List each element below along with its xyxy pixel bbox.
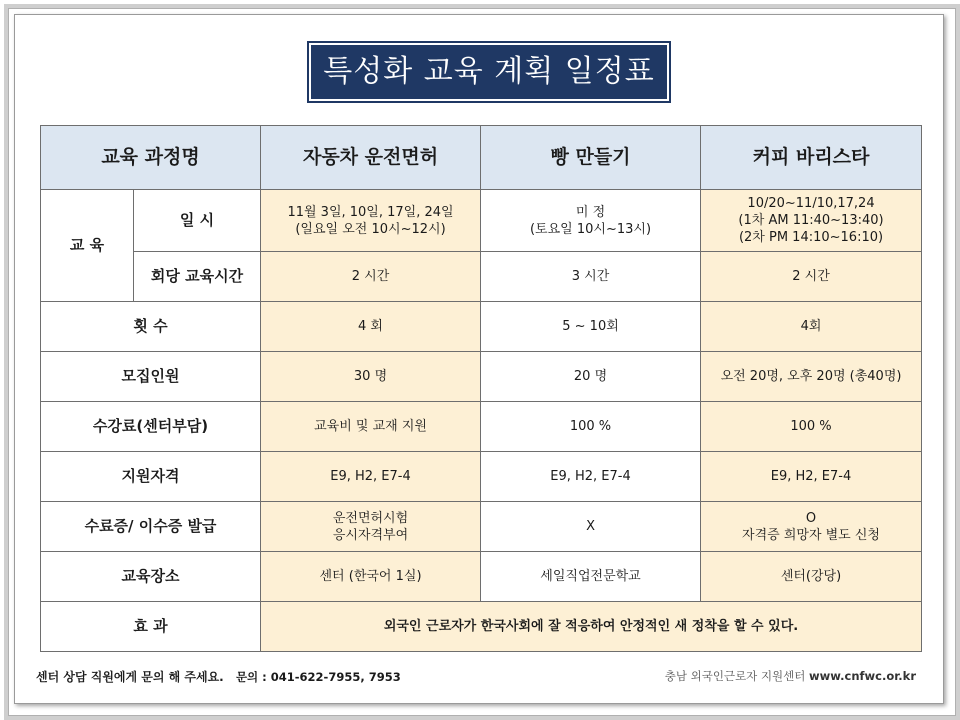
- certificate-baking: X: [481, 502, 701, 552]
- fee-label: 수강료(센터부담): [41, 402, 261, 452]
- table-row: [41, 452, 922, 502]
- schedule-barista: 10/20~11/10,17,24 (1차 AM 11:40~13:40) (2차 PM 14:10~16:10): [701, 190, 922, 252]
- course-header-baking: 빵 만들기: [481, 126, 701, 190]
- recruit-driving: 30 명: [261, 352, 481, 402]
- table-row: [41, 552, 922, 602]
- recruit-barista: 오전 20명, 오후 20명 (총40명): [701, 352, 922, 402]
- count-baking: 5 ~ 10회: [481, 302, 701, 352]
- table-row: [41, 352, 922, 402]
- schedule-label: 일 시: [134, 190, 261, 252]
- schedule-table: [40, 125, 922, 652]
- certificate-label: 수료증/ 이수증 발급: [41, 502, 261, 552]
- schedule-baking: 미 정 (토요일 10시~13시): [481, 190, 701, 252]
- session-hours-label: 회당 교육시간: [134, 252, 261, 302]
- header-row: [41, 126, 922, 190]
- session-hours-baking: 3 시간: [481, 252, 701, 302]
- course-name-header: 교육 과정명: [41, 126, 261, 190]
- session-hours-driving: 2 시간: [261, 252, 481, 302]
- table-row: [41, 302, 922, 352]
- fee-driving: 교육비 및 교재 지원: [261, 402, 481, 452]
- footer-org-name: 충남 외국인근로자 지원센터: [664, 669, 806, 683]
- schedule-driving: 11월 3일, 10일, 17일, 24일 (일요일 오전 10시~12시): [261, 190, 481, 252]
- course-header-driving: 자동차 운전면허: [261, 126, 481, 190]
- fee-barista: 100 %: [701, 402, 922, 452]
- recruit-label: 모집인원: [41, 352, 261, 402]
- footer-url[interactable]: www.cnfwc.or.kr: [809, 669, 916, 683]
- eligibility-driving: E9, H2, E7-4: [261, 452, 481, 502]
- eligibility-barista: E9, H2, E7-4: [701, 452, 922, 502]
- fee-baking: 100 %: [481, 402, 701, 452]
- education-group-label: 교 육: [41, 190, 134, 302]
- certificate-driving: 운전면허시험 응시자격부여: [261, 502, 481, 552]
- location-barista: 센터(강당): [701, 552, 922, 602]
- footer-phone: 문의 : 041-622-7955, 7953: [235, 670, 401, 684]
- eligibility-label: 지원자격: [41, 452, 261, 502]
- certificate-barista: O 자격증 희망자 별도 신청: [701, 502, 922, 552]
- location-label: 교육장소: [41, 552, 261, 602]
- recruit-baking: 20 명: [481, 352, 701, 402]
- location-driving: 센터 (한국어 1실): [261, 552, 481, 602]
- course-header-barista: 커피 바리스타: [701, 126, 922, 190]
- footer-org: [665, 668, 916, 684]
- table-row: [41, 602, 922, 652]
- table-row: [41, 190, 922, 252]
- count-label: 횟 수: [41, 302, 261, 352]
- location-baking: 세일직업전문학교: [481, 552, 701, 602]
- table-row: [41, 252, 922, 302]
- footer-contact: [36, 668, 401, 685]
- table-row: [41, 402, 922, 452]
- table-row: [41, 502, 922, 552]
- effect-label: 효 과: [41, 602, 261, 652]
- count-barista: 4회: [701, 302, 922, 352]
- page-title: 특성화 교육 계획 일정표: [309, 43, 669, 101]
- eligibility-baking: E9, H2, E7-4: [481, 452, 701, 502]
- count-driving: 4 회: [261, 302, 481, 352]
- footer-note: 센터 상담 직원에게 문의 해 주세요.: [36, 670, 224, 684]
- effect-value: 외국인 근로자가 한국사회에 잘 적응하여 안정적인 새 정착을 할 수 있다.: [261, 602, 922, 652]
- session-hours-barista: 2 시간: [701, 252, 922, 302]
